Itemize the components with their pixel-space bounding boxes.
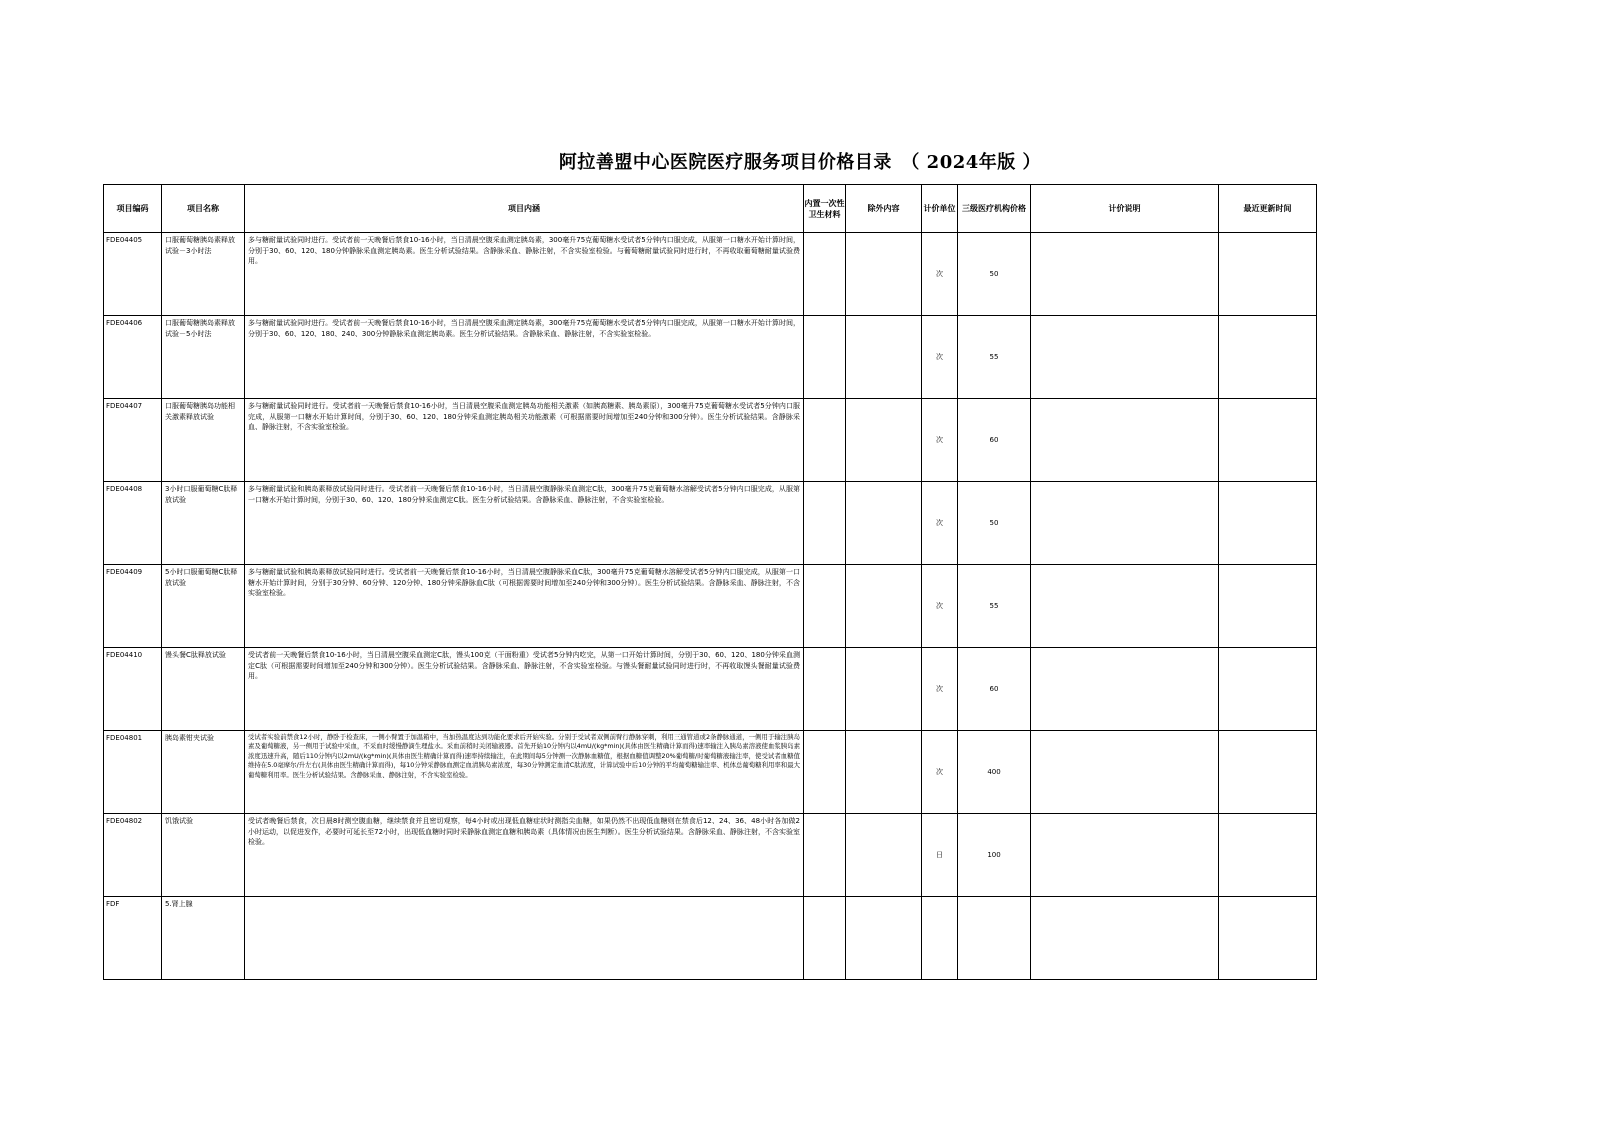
cell-name: 口服葡萄糖胰岛素释放试验－3小时法 — [162, 233, 245, 316]
cell-content: 多与糖耐量试验同时进行。受试者前一天晚餐后禁食10-16小时，当日清晨空腹采血测定胰岛功能相关激素（如胰高糖素、胰岛素原），300毫升75克葡萄糖水受试者5分钟内口服完成，从服第一口糖水开始计算时间，分别于30、60、120、180分钟采血测定胰岛相关功能激素（可根据需要时间增加至240分钟和300分钟）。医生分析试验结果。含静脉采血、静脉注射，不含实验室检验。 — [245, 399, 804, 482]
cell-content: 受试者晚餐后禁食，次日晨8时测空腹血糖，继续禁食并且密切观察，每4小时或出现低血糖症状时测指尖血糖，如果仍然不出现低血糖则在禁食后12、24、36、48小时各加做2小时运动，以促进发作，必要时可延长至72小时，出现低血糖时同时采静脉血测定血糖和胰岛素（具体情况由医生判断）。医生分析试验结果。含静脉采血、静脉注射，不含实验室检验。 — [245, 814, 804, 897]
cell-content: 受试者实验前禁食12小时，静卧于检查床，一侧小臂置于加温箱中，当加热温度达到功能化要求后开始实验。分别于受试者双侧前臂行静脉穿刺，利用三通管道或2条静脉通道，一侧用于输注胰岛素及葡萄糖液，另一侧用于试验中采血，不采血时缓慢静滴生理盐水。采血前稍时关闭输液器。首先开始10分钟内以4mU/(kg*min)(具体由医生精确计算而得)速率输注入胰岛素溶液使血浆胰岛素浓度迅速升高，随后110分钟内以2mU/(kg*min)(具体由医生精确计算而得)速率持续输注，在此期间每5分钟测一次静脉血糖值，根据血糖值调整20%葡萄糖/时葡萄糖液输注率，使受试者血糖值维持在5.0毫摩尔/升左右(具体由医生精确计算而得)，每10分钟采静脉血测定血清胰岛素浓度，每30分钟测定血清C肽浓度，计算试验中后10分钟的平均葡萄糖输注率、机体总葡萄糖利用率和最大葡萄糖利用率。医生分析试验结果。含静脉采血、静脉注射，不含实验室检验。 — [245, 731, 804, 814]
table-header-row — [104, 185, 1317, 233]
cell-code: FDE04410 — [104, 648, 162, 731]
cell-note — [1031, 399, 1219, 482]
cell-excluded — [846, 648, 922, 731]
header-excluded: 除外内容 — [846, 185, 922, 233]
cell-material — [804, 648, 846, 731]
cell-name: 口服葡萄糖胰岛素释放试验－5小时法 — [162, 316, 245, 399]
cell-price: 400 — [958, 731, 1031, 814]
cell-name: 饥饿试验 — [162, 814, 245, 897]
cell-name: 5小时口服葡萄糖C肽释放试验 — [162, 565, 245, 648]
cell-note — [1031, 233, 1219, 316]
cell-excluded — [846, 565, 922, 648]
cell-unit: 次 — [922, 233, 958, 316]
cell-updated — [1219, 648, 1317, 731]
cell-price: 60 — [958, 399, 1031, 482]
table-row — [104, 482, 1317, 565]
cell-excluded — [846, 233, 922, 316]
table-row — [104, 814, 1317, 897]
cell-code: FDE04802 — [104, 814, 162, 897]
cell-name: 5.肾上腺 — [162, 897, 245, 980]
table-row — [104, 233, 1317, 316]
cell-material — [804, 897, 846, 980]
cell-material — [804, 565, 846, 648]
cell-code: FDF — [104, 897, 162, 980]
cell-excluded — [846, 316, 922, 399]
cell-updated — [1219, 482, 1317, 565]
cell-content — [245, 897, 804, 980]
cell-material — [804, 233, 846, 316]
cell-unit: 次 — [922, 316, 958, 399]
cell-name: 口服葡萄糖胰岛功能相关激素释放试验 — [162, 399, 245, 482]
cell-code: FDE04405 — [104, 233, 162, 316]
header-name: 项目名称 — [162, 185, 245, 233]
cell-code: FDE04801 — [104, 731, 162, 814]
header-note: 计价说明 — [1031, 185, 1219, 233]
cell-note — [1031, 731, 1219, 814]
cell-excluded — [846, 897, 922, 980]
cell-material — [804, 316, 846, 399]
cell-content: 多与糖耐量试验和胰岛素释放试验同时进行。受试者前一天晚餐后禁食10-16小时，当日清晨空腹静脉采血C肽，300毫升75克葡萄糖水溶解受试者5分钟内口服完成，从服第一口糖水开始计算时间，分别于30分钟、60分钟、120分钟、180分钟采静脉血C肽（可根据需要时间增加至240分钟和300分钟）。医生分析试验结果。含静脉采血、静脉注射，不含实验室检验。 — [245, 565, 804, 648]
table-row — [104, 648, 1317, 731]
cell-unit: 次 — [922, 399, 958, 482]
cell-material — [804, 814, 846, 897]
table-row — [104, 399, 1317, 482]
cell-note — [1031, 482, 1219, 565]
cell-content: 多与糖耐量试验同时进行。受试者前一天晚餐后禁食10-16小时，当日清晨空腹采血测定胰岛素，300毫升75克葡萄糖水受试者5分钟内口服完成，从服第一口糖水开始计算时间，分别于30、60、120、180、240、300分钟静脉采血测定胰岛素。医生分析试验结果。含静脉采血、静脉注射，不含实验室检验。 — [245, 316, 804, 399]
table-row — [104, 731, 1317, 814]
cell-code: FDE04409 — [104, 565, 162, 648]
cell-content: 受试者前一天晚餐后禁食10-16小时，当日清晨空腹采血测定C肽，馒头100克（干面粉重）受试者5分钟内吃完，从第一口开始计算时间，分别于30、60、120、180分钟采血测定C肽（可根据需要时间增加至240分钟和300分钟）。医生分析试验结果。含静脉采血、静脉注射，不含实验室检验。与馒头餐耐量试验同时进行时，不再收取馒头餐耐量试验费用。 — [245, 648, 804, 731]
cell-unit: 次 — [922, 482, 958, 565]
header-material: 内置一次性卫生材料 — [804, 185, 846, 233]
cell-excluded — [846, 814, 922, 897]
cell-note — [1031, 565, 1219, 648]
cell-price — [958, 897, 1031, 980]
cell-note — [1031, 897, 1219, 980]
cell-unit: 次 — [922, 731, 958, 814]
cell-excluded — [846, 482, 922, 565]
cell-unit — [922, 897, 958, 980]
cell-content: 多与糖耐量试验同时进行。受试者前一天晚餐后禁食10-16小时，当日清晨空腹采血测定胰岛素，300毫升75克葡萄糖水受试者5分钟内口服完成，从服第一口糖水开始计算时间，分别于30、60、120、180分钟静脉采血测定胰岛素。医生分析试验结果。含静脉采血、静脉注射，不含实验室检验。与葡萄糖耐量试验同时进行时，不再收取葡萄糖耐量试验费用。 — [245, 233, 804, 316]
cell-excluded — [846, 731, 922, 814]
cell-material — [804, 482, 846, 565]
cell-material — [804, 399, 846, 482]
cell-note — [1031, 648, 1219, 731]
cell-updated — [1219, 233, 1317, 316]
cell-price: 100 — [958, 814, 1031, 897]
cell-updated — [1219, 565, 1317, 648]
table-row — [104, 316, 1317, 399]
cell-price: 55 — [958, 565, 1031, 648]
cell-updated — [1219, 731, 1317, 814]
cell-note — [1031, 316, 1219, 399]
header-updated: 最近更新时间 — [1219, 185, 1317, 233]
page-title: 阿拉善盟中心医院医疗服务项目价格目录 （ 2024年版 ） — [558, 152, 1042, 173]
cell-excluded — [846, 399, 922, 482]
cell-name: 馒头餐C肽释放试验 — [162, 648, 245, 731]
cell-updated — [1219, 316, 1317, 399]
header-content: 项目内涵 — [245, 185, 804, 233]
table-row — [104, 897, 1317, 980]
cell-code: FDE04407 — [104, 399, 162, 482]
header-price: 三级医疗机构价格 — [958, 185, 1031, 233]
cell-code: FDE04406 — [104, 316, 162, 399]
cell-unit: 日 — [922, 814, 958, 897]
header-unit: 计价单位 — [922, 185, 958, 233]
cell-unit: 次 — [922, 565, 958, 648]
table-row — [104, 565, 1317, 648]
cell-updated — [1219, 814, 1317, 897]
cell-updated — [1219, 897, 1317, 980]
cell-name: 3小时口服葡萄糖C肽释放试验 — [162, 482, 245, 565]
cell-price: 50 — [958, 233, 1031, 316]
cell-price: 50 — [958, 482, 1031, 565]
price-catalog-table — [103, 184, 1317, 980]
cell-updated — [1219, 399, 1317, 482]
cell-code: FDE04408 — [104, 482, 162, 565]
cell-note — [1031, 814, 1219, 897]
header-code: 项目编码 — [104, 185, 162, 233]
cell-unit: 次 — [922, 648, 958, 731]
cell-name: 胰岛素钳夹试验 — [162, 731, 245, 814]
cell-price: 60 — [958, 648, 1031, 731]
cell-content: 多与糖耐量试验和胰岛素释放试验同时进行。受试者前一天晚餐后禁食10-16小时，当日清晨空腹静脉采血测定C肽，300毫升75克葡萄糖水溶解受试者5分钟内口服完成，从服第一口糖水开始计算时间，分别于30、60、120、180分钟采血测定C肽。医生分析试验结果。含静脉采血、静脉注射，不含实验室检验。 — [245, 482, 804, 565]
cell-price: 55 — [958, 316, 1031, 399]
cell-material — [804, 731, 846, 814]
